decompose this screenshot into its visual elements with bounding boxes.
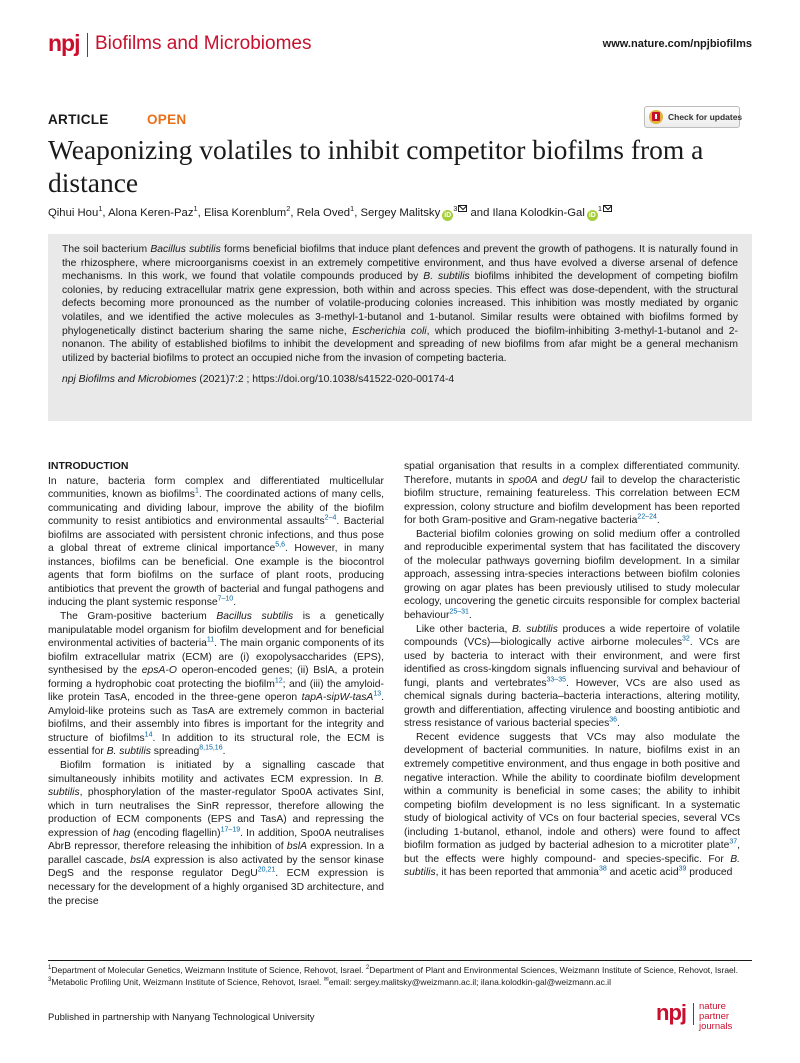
logo-divider [693, 1003, 694, 1025]
author-name[interactable]: Ilana Kolodkin-Gal [492, 207, 585, 219]
reference-link[interactable]: 37 [729, 838, 738, 846]
reference-link[interactable]: 5,6 [275, 541, 286, 549]
reference-link[interactable]: 11 [206, 636, 215, 644]
author-affiliation: 1 [350, 204, 355, 214]
author-name[interactable]: Rela Oved [296, 207, 351, 219]
reference-link[interactable]: 14 [144, 731, 153, 739]
reference-link[interactable]: 25–31 [449, 608, 469, 616]
author-list: Qihui Hou$^1$, Alona Keren-Paz$^1$, Elisa Korenblum$^2$, Rela Oved$^1$, Sergey Malitsky $iD^3$ and Ilana Kolodkin-Gal $iD^1$ [48, 205, 752, 221]
orcid-icon[interactable]: iD [444, 212, 452, 219]
bookmark-update-icon [649, 110, 663, 124]
paragraph: Bacterial biofilm colonies growing on solid medium offer a controlled and reproducible experimental system that has facilitated the discovery of the molecular pathways governing biofilm development. In a similar approach, assessing intra-species interactions between biofilm colonies growing on agar plates has been previously utilised to study molecular ecology, uncovering the genetic circuits responsible for complex bacterial behaviour$^{25-31}$. [404, 528, 740, 622]
nature-partner-journals-logo[interactable] [656, 1000, 752, 1032]
author-affiliation: 1 [193, 204, 198, 214]
publisher-partnership: Published in partnership with Nanyang Technological University [48, 1012, 315, 1023]
paragraph: spatial organisation that results in a complex differentiated community. Therefore, mutants in spo0A and degU fail to develop the characteristic biofilm structure, remaining featureless. This correlation between ECM expression, colony structure and biofilm development has been reported for both Gram-positive and Gram-negative bacteria$^{22-24}$. [404, 461, 740, 527]
reference-link[interactable]: 7–10 [217, 596, 234, 604]
email-envelope-icon[interactable] [458, 205, 467, 212]
journal-header [48, 28, 752, 62]
footnote-divider [48, 960, 752, 961]
author-affiliation: 1 [597, 204, 603, 214]
citation-journal: npj Biofilms and Microbiomes [62, 374, 197, 386]
citation [62, 373, 738, 387]
reference-link[interactable]: 32 [682, 635, 690, 643]
reference-link[interactable]: 33–35 [546, 676, 566, 684]
article-title: Weaponizing volatiles to inhibit competitor biofilms from a distance [48, 134, 704, 198]
logo-divider [87, 33, 88, 57]
reference-link[interactable]: 1 [194, 487, 199, 495]
affiliations-footnote: $^1$Department of Molecular Genetics, Weizmann Institute of Science, Rehovot, Israel. $^2$Department of Plant and Environmental Sciences, Weizmann Institute of Science, Rehovot, Israel. $^3$Metabolic Profiling Unit, Weizmann Institute of Science, Rehovot, Israel. ✉email: sergey.malitsky@weizmann.ac.il; ilana.kolodkin-gal@weizmann.ac.il [48, 965, 739, 987]
abstract-text: The soil bacterium Bacillus subtilis forms beneficial biofilms that induce plant defences and prevent the growth of pathogens. It is naturally found in the rhizosphere, where microorganisms coexist in an extremely competitive environment, and thus have evolved a diverse arsenal of defence mechanisms. In this work, we found that volatile compounds produced by B. subtilis biofilms inhibited the development of competing biofilm colonies, by reducing extracellular matrix gene expression, both within and across species. This effect was dose-dependent, with the structural defects becoming more pronounced as the number of volatile-producing colonies increased. This inhibition was mostly mediated by organic volatiles, and we identified the active molecules as 3-methyl-1-butanol and 1-butanol. Similar results were obtained with biofilms formed by phylogenetically distinct bacterium sharing the same niche, Escherichia coli, which produced the biofilm-inhibiting 3-methyl-1-butanol and 2-nonanon. The ability of established biofilms to inhibit the development and spreading of new biofilms from afar might be a general mechanism utilized by bacterial biofilms to protect an occupied niche from the invasion of competing bacteria. [62, 244, 739, 364]
author-affiliation: 1 [98, 204, 103, 214]
reference-link[interactable]: 39 [678, 865, 687, 873]
reference-link[interactable]: 17–19 [220, 826, 241, 834]
paragraph: Like other bacteria, B. subtilis produces a wide repertoire of volatile compounds (VCs)—biologically active airborne molecules$^{32}$. VCs are used by bacteria to interact with their environment, and were first identified as cross-kingdom signals influencing survival and behaviour of fungi, plants and vertebrates$^{33-35}$. However, VCs are also used as chemical signals during bacteria–bacteria interactions, altering motility, growth and differentiation, affecting virulence and boosting antibiotic and stress resistance of various bacterial species$^{36}$. [404, 623, 740, 730]
nature-partner-text: nature partner journals [699, 1001, 733, 1032]
author-name[interactable]: Qihui Hou [48, 207, 99, 219]
author-affiliation: 2 [286, 204, 291, 214]
reference-link[interactable]: 36 [609, 716, 618, 724]
paragraph: In nature, bacteria form complex and differentiated multicellular communities, known as biofilms$^1$. The coordinated actions of many cells, communicating and dividing labour, improve the ability of the biofilm community to resist antibiotics and environmental assaults$^{2-4}$. Bacterial biofilms are associated with persistent chronic infections, and thus pose a global threat of extreme clinical importance$^{5,6}$. However, in many instances, biofilms can be beneficial. One example is the biocontrol agents that form biofilms on the surface of plant roots, producing antibiotics that prevent the growth of bacterial and fungal pathogens and inducing the plant systemic response$^{7-10}$. [48, 475, 385, 609]
body-column-right [404, 460, 740, 880]
check-for-updates-label: Check for updates [668, 112, 743, 122]
reference-link[interactable]: 2–4 [324, 514, 337, 522]
paragraph: Biofilm formation is initiated by a signalling cascade that simultaneously inhibits motility and activates ECM expression. In B. subtilis, phosphorylation of the master-regulator Spo0A activates SinI, which in turn neutralises the SinR repressor, therefore allowing the production of ECM components (EPS and TasA) and repressing the expression of hag (encoding flagellin)$^{17-19}$. In addition, Spo0A neutralises AbrB repressor, therefore releasing the inhibition of bslA expression. In a parallel cascade, bslA expression is also activated by the sensor kinase DegS and the response regulator DegU$^{20,21}$. ECM expression is necessary for the development of a highly organised 3D architecture, and the precise [48, 760, 385, 907]
npj-logo-footer: npj [656, 1000, 686, 1025]
journal-url[interactable]: www.nature.com/npjbiofilms [602, 38, 752, 50]
author-name[interactable]: Alona Keren-Paz [108, 207, 194, 219]
body-column-left [48, 460, 384, 908]
journal-name[interactable]: Biofilms and Microbiomes [95, 33, 312, 54]
email-envelope-icon[interactable] [603, 205, 612, 212]
citation-doi[interactable]: (2021)7:2 ; https://doi.org/10.1038/s41522-020-00174-4 [196, 374, 455, 386]
reference-link[interactable]: 22–24 [637, 513, 657, 521]
reference-link[interactable]: 20,21 [257, 866, 276, 874]
reference-link[interactable]: 12 [274, 677, 283, 685]
reference-link[interactable]: 8,15,16 [199, 745, 223, 753]
open-access-label: OPEN [147, 112, 187, 127]
author-name[interactable]: Elisa Korenblum [203, 207, 287, 219]
author-name[interactable]: Sergey Malitsky [360, 207, 441, 219]
reference-link[interactable]: 38 [598, 865, 607, 873]
orcid-icon[interactable]: iD [588, 212, 596, 219]
article-type: ARTICLE [48, 112, 109, 127]
paragraph: The Gram-positive bacterium Bacillus subtilis is a genetically manipulatable model organism for biofilm development and for beneficial environmental activities of bacteria$^{11}$. The main organic components of its biofilm extracellular matrix (ECM) are (i) exopolysaccharides (EPS), synthesised by the epsA-O operon-encoded genes; (ii) BslA, a protein forming a hydrophobic coat protecting the biofilm$^{12}$; and (iii) the amyloid-like protein TasA, encoded in the three-gene operon tapA-sipW-tasA$^{13}$. Amyloid-like proteins such as TasA are extremely common in bacterial biofilms, and their assembly into fibres is important for the integrity and structure of biofilms$^{14}$. In addition to its structural role, the ECM is essential for B. subtilis spreading$^{8,15,16}$. [48, 611, 384, 758]
article-label-row [48, 112, 752, 132]
section-heading-introduction: INTRODUCTION [48, 460, 129, 472]
abstract-box [48, 234, 752, 421]
check-for-updates-button[interactable] [644, 106, 743, 128]
reference-link[interactable]: 13 [373, 690, 382, 698]
author-affiliation: 3 [453, 204, 458, 214]
npj-logo[interactable]: npj [48, 30, 80, 56]
paragraph: Recent evidence suggests that VCs may also modulate the development of bacterial communities. In nature, biofilms exist in an extremely competitive environment, and thus engage in both positive and negative interaction. While the ability to coordinate biofilm development within a community is beneficial in some cases; the ability to inhibit competing biofilm development is no less significant. In a systematic study of biological activity of VCs on four bacterial species, several VCs (including 1-butanol, ethanol, indole and others) were found to affect biofilm formation as judged by bacterial adhesion to a microtiter plate$^{37}$, but the effects were highly compound- and species-specific. For B. subtilis, it has been reported that ammonia$^{38}$ and acetic acid$^{39}$ produced [404, 731, 740, 879]
corresponding-email[interactable]: email: sergey.malitsky@weizmann.ac.il; ilana.kolodkin-gal@weizmann.ac.il [328, 977, 611, 987]
